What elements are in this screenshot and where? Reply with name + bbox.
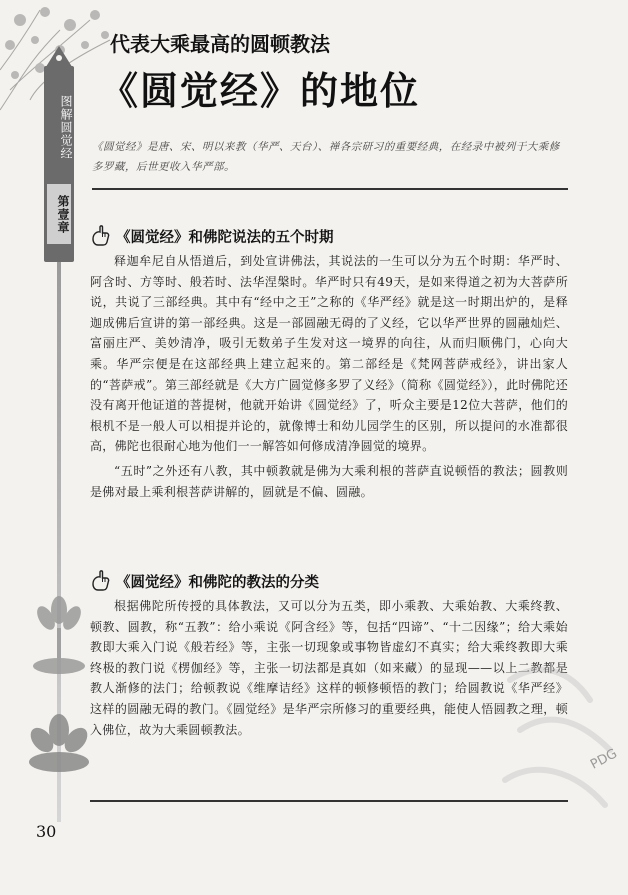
- lotus-icon: [24, 590, 94, 680]
- section-title: 《圆觉经》和佛陀的教法的分类: [116, 574, 319, 591]
- side-book-title: 图解圆觉经: [59, 94, 73, 160]
- intro-text: 《圆觉经》是唐、宋、明以来教（华严、天台）、禅各宗研习的重要经典，在经录中被列于大乘修多罗藏，后世更收入华严部。: [92, 140, 560, 173]
- pointing-hand-icon: [90, 225, 112, 247]
- page-title: 《圆觉经》的地位: [100, 68, 421, 113]
- section-title: 《圆觉经》和佛陀说法的五个时期: [116, 229, 334, 246]
- divider: [92, 188, 568, 190]
- section-heading: [90, 225, 568, 247]
- paragraph: 释迦牟尼自从悟道后，到处宣讲佛法，其说法的一生可以分为五个时期：华严时、阿含时、方等时、般若时、法华涅槃时。华严时只有49天，是如来得道之初为大菩萨所说，共说了三部经典。其中有“经中之王”之称的《华严经》就是这一时期出炉的，是释迦成佛后宣讲的第一部经典。这是一部圆融无碍的了义经，它以华严世界的圆融灿烂、富丽庄严、美妙清净，吸引无数弟子生发对这一境界的向往，从而归顺佛门，心向大乘。华严宗便是在这部经典上建立起来的。第二部经是《梵网菩萨戒经》，讲出家人的“菩萨戒”。第三部经就是《大方广圆觉修多罗了义经》（简称《圆觉经》），此时佛陀还没有离开他证道的菩提树，他就开始讲《圆觉经》了，听众主要是12位大菩萨，他们的根机不是一般人可以相提并论的，就像博士和幼儿园学生的区别，所以提问的水准都很高，佛陀也很耐心地为他们一一解答如何修成清净圆觉的境界。: [90, 254, 568, 454]
- paragraph: “五时”之外还有八教，其中顿教就是佛为大乘利根的菩萨直说顿悟的教法；圆教则是佛对最上乘利根菩萨讲解的，圆就是不偏、圆融。: [90, 463, 568, 499]
- paragraph: 根据佛陀所传授的具体教法，又可以分为五类，即小乘教、大乘始教、大乘终教、顿教、圆教，称“五教”：给小乘说《阿含经》等，包括“四谛”、“十二因缘”；给大乘始教即大乘入门说《般若经》等，主张一切现象或事物皆虚幻不真实；给大乘终教即大乘终极的教门说《楞伽经》等，主张一切法都是真如（如来藏）的显现——以上二教都是教人渐修的法门；给顿教说《维摩诘经》这样的顿修顿悟的教门；给圆教说《华严经》这样的圆融无碍的教门。《圆觉经》是华严宗所修习的重要经典，能使人悟圆教之理，顿入佛位，故为大乘圆顿教法。: [90, 599, 568, 737]
- page-number: 30: [36, 822, 57, 841]
- lotus-icon: [24, 700, 94, 790]
- watermark-text: PDG: [588, 746, 620, 773]
- section-heading: [90, 570, 568, 592]
- pointing-hand-icon: [90, 570, 112, 592]
- section-five-periods: [90, 225, 568, 502]
- divider: [90, 800, 568, 802]
- side-chapter-label: 第壹章: [47, 184, 71, 244]
- side-band: [44, 66, 74, 262]
- page-subtitle: 代表大乘最高的圆顿教法: [110, 32, 330, 56]
